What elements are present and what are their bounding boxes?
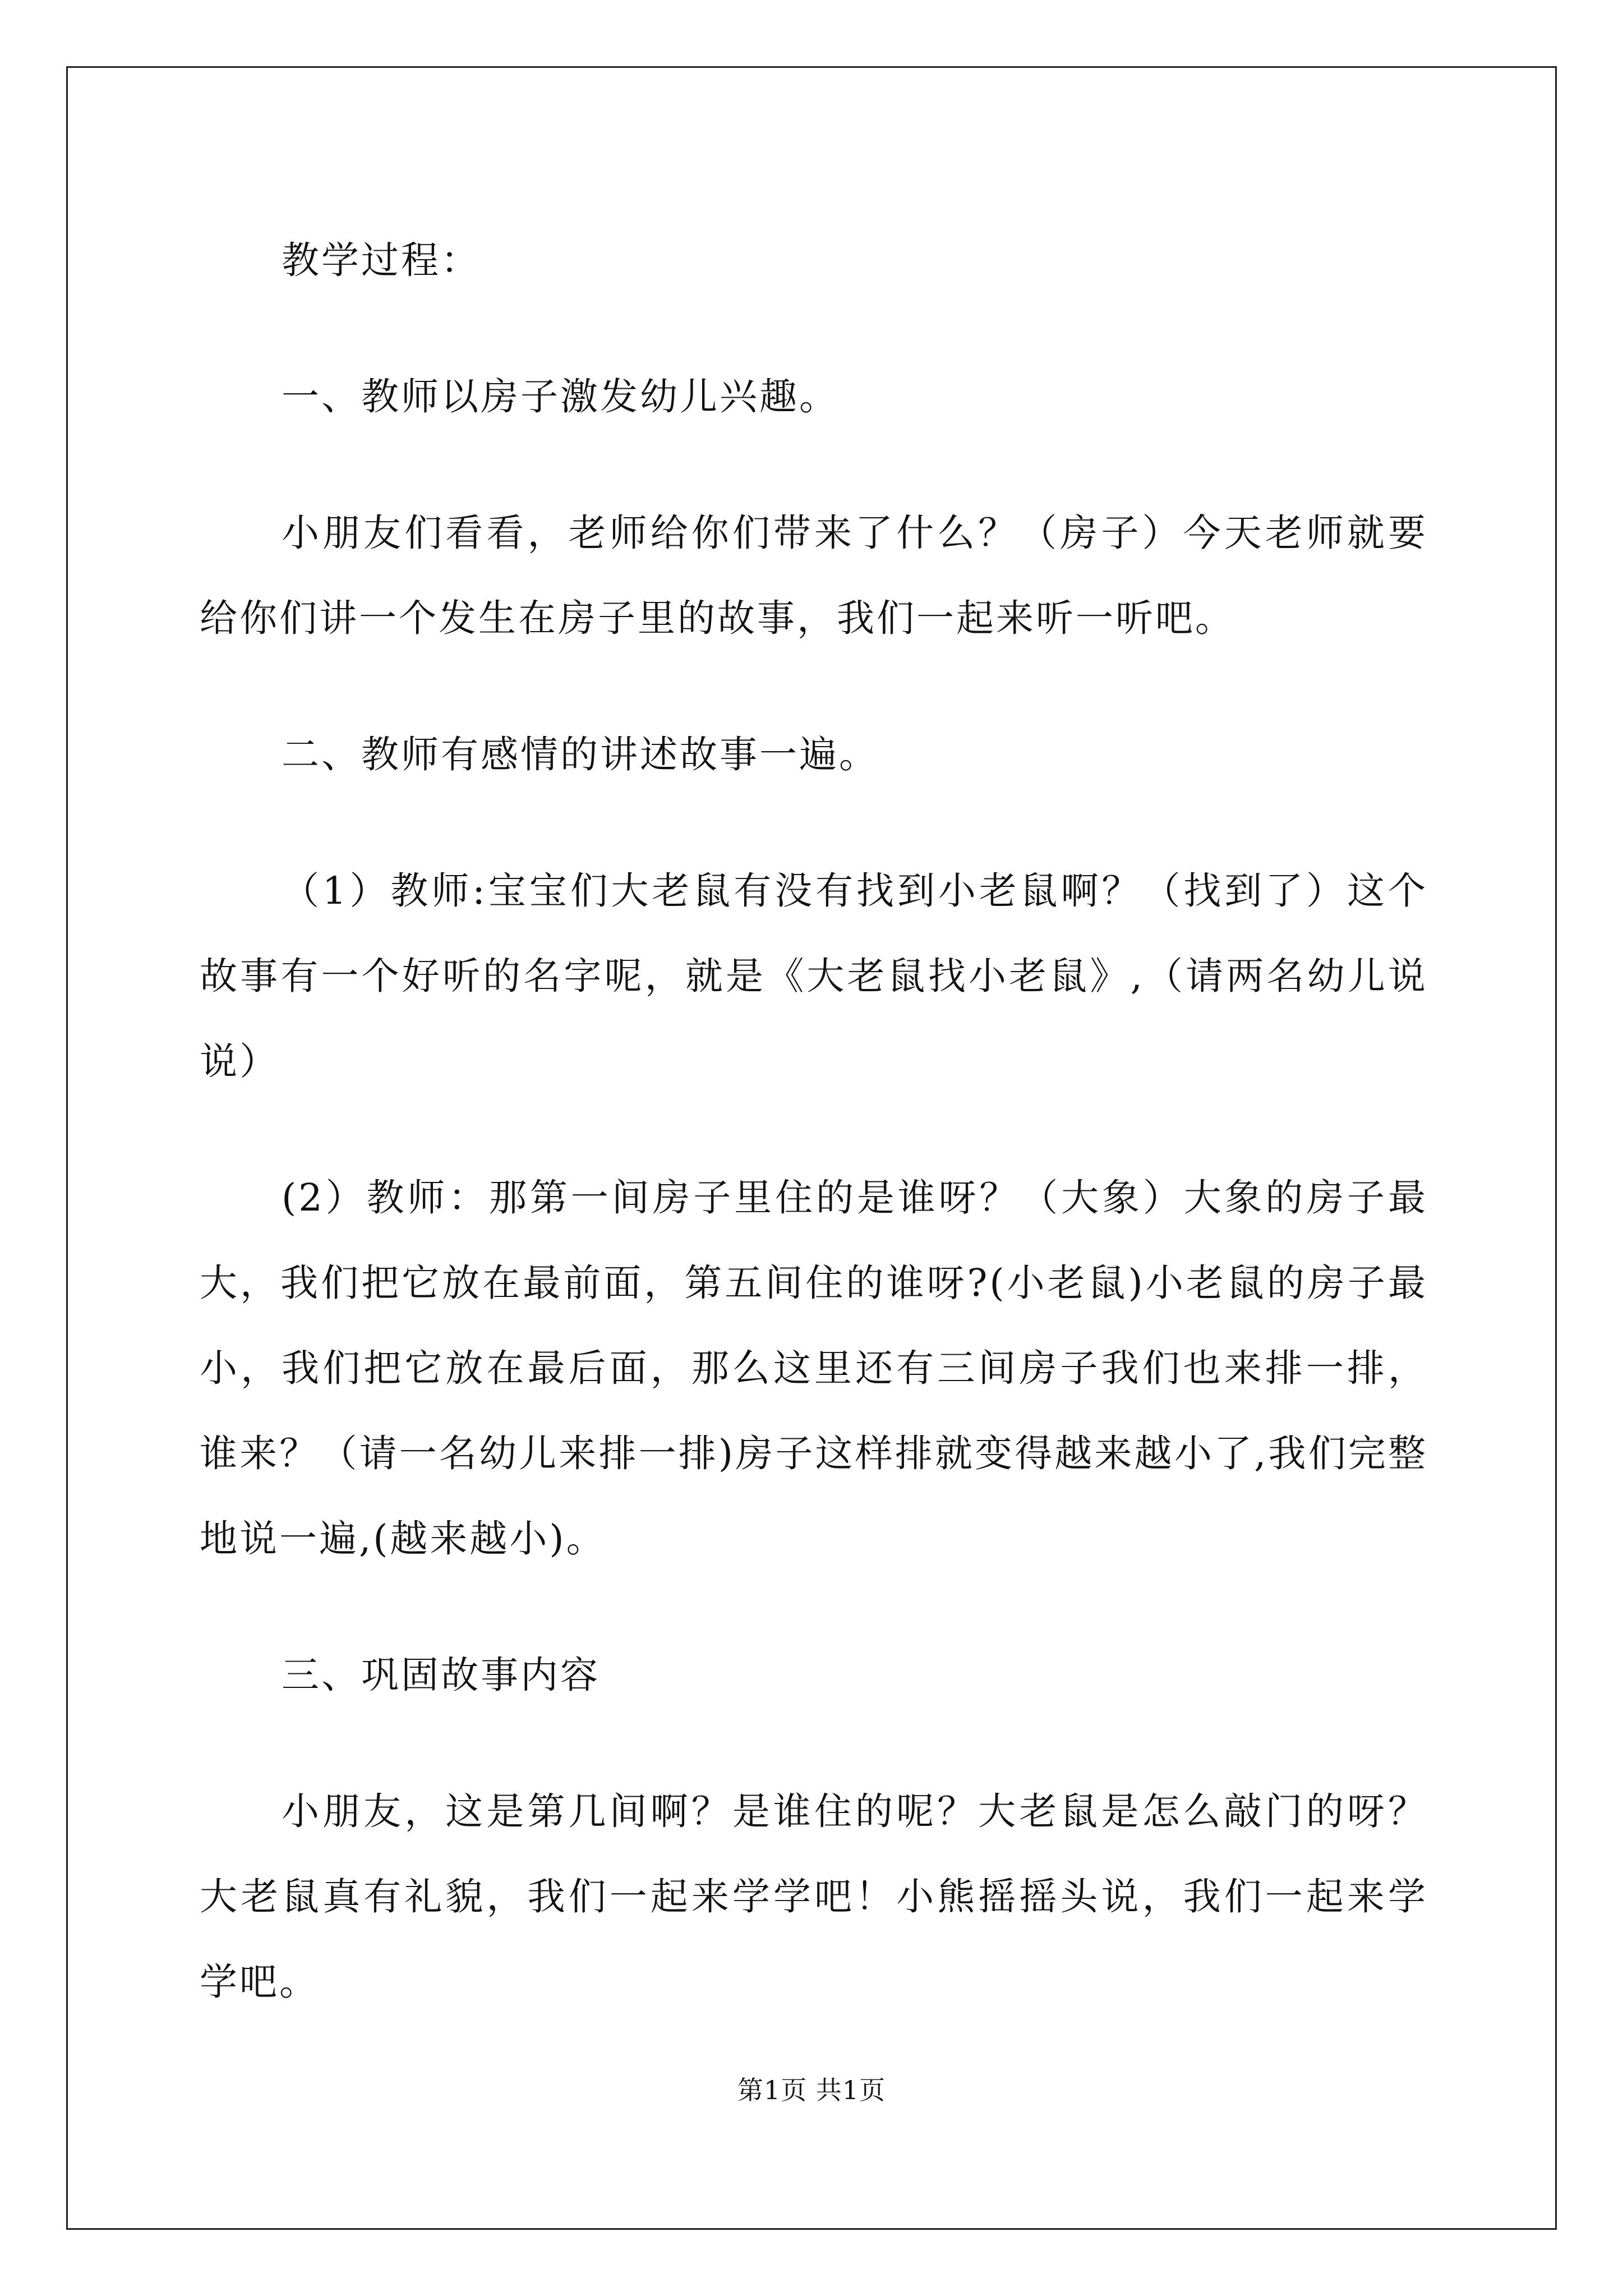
page-footer: 第1页 共1页 — [737, 2075, 886, 2105]
paragraph-step-2: (2）教师：那第一间房子里住的是谁呀？（大象）大象的房子最大，我们把它放在最前面，第五间住的谁呀?(小老鼠)小老鼠的房子最小，我们把它放在最后面，那么这里还有三间房子我们也来排一排，谁来？（请一名幼儿来排一排)房子这样排就变得越来越小了,我们完整地说一遍,(越来越小)。 — [200, 1176, 1428, 1561]
document-body — [200, 218, 1428, 2024]
paragraph-review: 小朋友，这是第几间啊？是谁住的呢？大老鼠是怎么敲门的呀？大老鼠真有礼貌，我们一起来学学吧！小熊摇摇头说，我们一起来学学吧。 — [200, 1789, 1428, 2004]
paragraph-section-3: 三、巩固故事内容 — [282, 1653, 600, 1697]
paragraph-section-1: 一、教师以房子激发幼儿兴趣。 — [282, 375, 839, 418]
paragraph-step-1: （1）教师:宝宝们大老鼠有没有找到小老鼠啊？（找到了）这个故事有一个好听的名字呢，就是《大老鼠找小老鼠》,（请两名幼儿说说） — [200, 869, 1428, 1083]
paragraph-teaching-process: 教学过程： — [282, 238, 481, 282]
paragraph-section-2: 二、教师有感情的讲述故事一遍。 — [282, 733, 879, 776]
paragraph-intro: 小朋友们看看，老师给你们带来了什么？（房子）今天老师就要给你们讲一个发生在房子里的故事，我们一起来听一听吧。 — [200, 511, 1428, 640]
